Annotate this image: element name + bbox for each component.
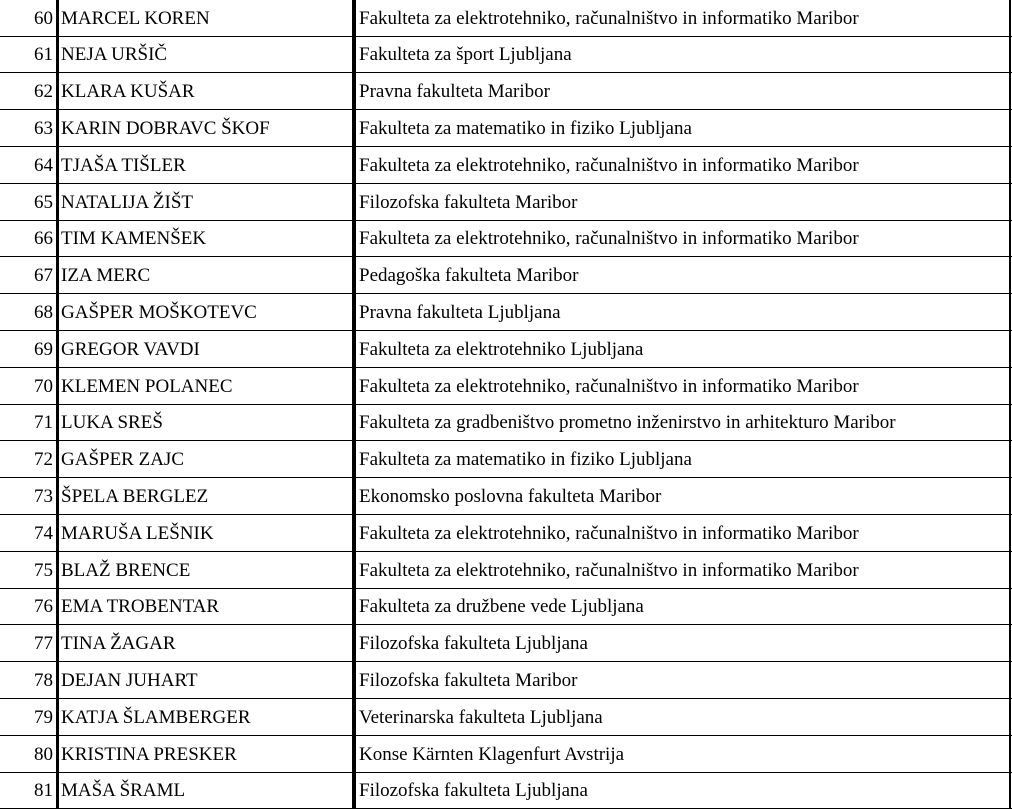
table-row	[0, 404, 1012, 441]
student-name: KLEMEN POLANEC	[61, 375, 233, 397]
table-row	[0, 588, 1012, 625]
row-number: 79	[34, 706, 53, 728]
row-number: 62	[34, 81, 53, 103]
table-row	[0, 772, 1012, 809]
table-row	[0, 36, 1012, 73]
faculty-name: Konse Kärnten Klagenfurt Avstrija	[359, 743, 625, 765]
student-name: NATALIJA ŽIŠT	[61, 191, 193, 213]
table-row	[0, 257, 1012, 294]
faculty-name: Fakulteta za gradbeništvo prometno inženirstvo in arhitekturo Maribor	[359, 412, 896, 434]
table-row	[0, 625, 1012, 662]
row-number: 80	[34, 743, 53, 765]
row-number: 77	[34, 633, 53, 655]
table-row	[0, 220, 1012, 257]
table-row	[0, 478, 1012, 515]
row-number: 66	[34, 228, 53, 250]
faculty-name: Fakulteta za družbene vede Ljubljana	[359, 596, 644, 618]
faculty-name: Ekonomsko poslovna fakulteta Maribor	[359, 485, 662, 507]
row-number: 60	[34, 7, 53, 29]
column-divider-left	[56, 0, 59, 809]
row-number: 78	[34, 669, 53, 691]
student-name: MARCEL KOREN	[61, 7, 210, 29]
student-name: TINA ŽAGAR	[61, 633, 176, 655]
faculty-name: Filozofska fakulteta Ljubljana	[359, 633, 588, 655]
student-name: GAŠPER MOŠKOTEVC	[61, 301, 257, 323]
student-name: LUKA SREŠ	[61, 412, 163, 434]
table-row	[0, 552, 1012, 589]
faculty-name: Fakulteta za elektrotehniko, računalništvo in informatiko Maribor	[359, 228, 859, 250]
row-number: 63	[34, 117, 53, 139]
table-row	[0, 699, 1012, 736]
student-name: EMA TROBENTAR	[61, 596, 220, 618]
student-name: KATJA ŠLAMBERGER	[61, 706, 251, 728]
student-name: MAŠA ŠRAML	[61, 780, 186, 802]
faculty-name: Filozofska fakulteta Maribor	[359, 669, 578, 691]
table-row	[0, 515, 1012, 552]
row-number: 75	[34, 559, 53, 581]
row-number: 69	[34, 338, 53, 360]
student-name: ŠPELA BERGLEZ	[61, 485, 209, 507]
row-number: 61	[34, 44, 53, 66]
row-number: 71	[34, 412, 53, 434]
table-row	[0, 147, 1012, 184]
faculty-name: Fakulteta za elektrotehniko, računalništvo in informatiko Maribor	[359, 154, 859, 176]
student-name: KRISTINA PRESKER	[61, 743, 237, 765]
column-divider-middle	[352, 0, 356, 809]
faculty-name: Fakulteta za elektrotehniko, računalništvo in informatiko Maribor	[359, 7, 859, 29]
faculty-name: Fakulteta za elektrotehniko, računalništvo in informatiko Maribor	[359, 559, 859, 581]
table-row	[0, 736, 1012, 773]
table-row	[0, 441, 1012, 478]
faculty-name: Veterinarska fakulteta Ljubljana	[359, 706, 603, 728]
student-name: GREGOR VAVDI	[61, 338, 200, 360]
row-number: 64	[34, 154, 53, 176]
faculty-name: Pravna fakulteta Maribor	[359, 81, 550, 103]
student-name: KLARA KUŠAR	[61, 81, 195, 103]
table-row	[0, 184, 1012, 221]
faculty-name: Fakulteta za elektrotehniko, računalništvo in informatiko Maribor	[359, 375, 859, 397]
row-number: 65	[34, 191, 53, 213]
row-number: 67	[34, 265, 53, 287]
student-name: TIM KAMENŠEK	[61, 228, 207, 250]
faculty-name: Fakulteta za šport Ljubljana	[359, 44, 572, 66]
faculty-name: Fakulteta za matematiko in fiziko Ljubljana	[359, 117, 692, 139]
student-name: TJAŠA TIŠLER	[61, 154, 186, 176]
table-row	[0, 294, 1012, 331]
table-row	[0, 0, 1012, 37]
faculty-name: Filozofska fakulteta Ljubljana	[359, 780, 588, 802]
row-number: 74	[34, 522, 53, 544]
faculty-name: Fakulteta za elektrotehniko Ljubljana	[359, 338, 644, 360]
faculty-name: Pedagoška fakulteta Maribor	[359, 265, 579, 287]
table-row	[0, 368, 1012, 405]
table-row	[0, 662, 1012, 699]
student-name: MARUŠA LEŠNIK	[61, 522, 214, 544]
row-number: 70	[34, 375, 53, 397]
row-number: 72	[34, 449, 53, 471]
faculty-name: Fakulteta za elektrotehniko, računalništvo in informatiko Maribor	[359, 522, 859, 544]
student-name: KARIN DOBRAVC ŠKOF	[61, 117, 270, 139]
row-number: 73	[34, 485, 53, 507]
student-name: IZA MERC	[61, 265, 151, 287]
row-number: 68	[34, 301, 53, 323]
student-name: BLAŽ BRENCE	[61, 559, 191, 581]
faculty-name: Fakulteta za matematiko in fiziko Ljubljana	[359, 449, 692, 471]
table-row	[0, 73, 1012, 110]
faculty-name: Filozofska fakulteta Maribor	[359, 191, 578, 213]
student-name: NEJA URŠIČ	[61, 44, 168, 66]
student-name: DEJAN JUHART	[61, 669, 198, 691]
table-row	[0, 110, 1012, 147]
row-number: 81	[34, 780, 53, 802]
column-divider-right	[1009, 0, 1011, 809]
table-row	[0, 331, 1012, 368]
faculty-name: Pravna fakulteta Ljubljana	[359, 301, 561, 323]
row-number: 76	[34, 596, 53, 618]
student-name: GAŠPER ZAJC	[61, 449, 184, 471]
